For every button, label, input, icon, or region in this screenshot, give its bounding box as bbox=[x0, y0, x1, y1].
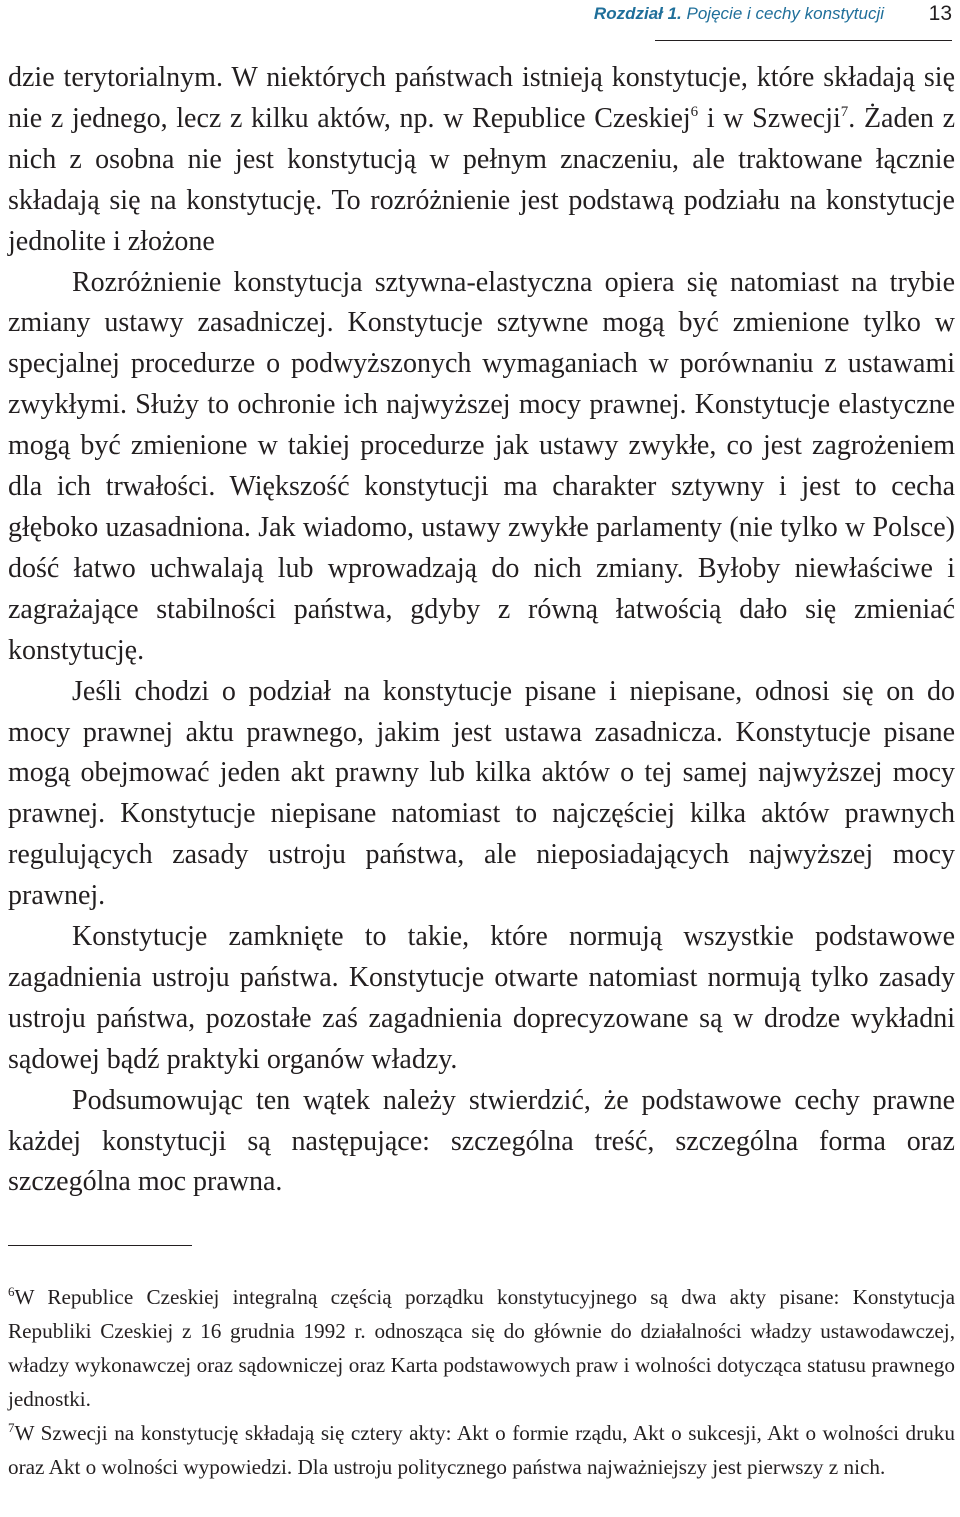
footnote-separator bbox=[8, 1245, 192, 1246]
paragraph: Konstytucje zamknięte to takie, które normują wszystkie podstawowe zagadnienia ustroju państwa. Konstytucje otwarte natomiast normują tylko zasady ustroju państwa, pozostałe zaś zagadnienia doprecyzowane są w drodze wykładni sądowej bądź praktyki organów władzy. bbox=[8, 921, 955, 1075]
footnotes bbox=[8, 1280, 955, 1484]
footnote-number: 7 bbox=[8, 1420, 15, 1435]
running-header-text bbox=[594, 4, 884, 24]
footnote-text: W Szwecji na konstytucję składają się cztery akty: Akt o formie rządu, Akt o sukcesji, Akt o wolności druku oraz Akt o wolności wypowiedzi. Dla ustroju politycznego państwa najważniejszy jest pierwszy z nich. bbox=[8, 1421, 955, 1479]
paragraph: Jeśli chodzi o podział na konstytucje pisane i niepisane, odnosi się on do mocy prawnej aktu prawnego, jakim jest ustawa zasadnicza. Konstytucje pisane mogą obejmować jeden akt prawny lub kilka aktów o tej samej najwyższej mocy prawnej. Konstytucje niepisane natomiast to najczęściej kilka aktów prawnych regulujących zasady ustroju państwa, ale nieposiadających najwyższej mocy prawnej. bbox=[8, 675, 955, 912]
paragraph-text: . Żaden z nich z osobna nie jest konstytucją w pełnym znaczeniu, ale traktowane łącznie składają się na konstytucję. To rozróżnienie jest podstawą podziału na konstytucje jednolite i złożone bbox=[8, 102, 956, 257]
footnote-number: 6 bbox=[8, 1284, 15, 1299]
paragraph: Podsumowując ten wątek należy stwierdzić, że podstawowe cechy prawne każdej konstytucji są następujące: szczególna treść, szczególna forma oraz szczególna moc prawna. bbox=[8, 1084, 955, 1198]
footnote bbox=[8, 1280, 955, 1416]
page-number: 13 bbox=[928, 2, 952, 25]
chapter-title: Pojęcie i cechy konstytucji bbox=[686, 4, 884, 23]
running-header bbox=[0, 0, 960, 44]
footnote-text: W Republice Czeskiej integralną częścią porządku konstytucyjnego są dwa akty pisane: Konstytucja Republiki Czeskiej z 16 grudnia 1992 r. odnosząca się do głównie do działalności władzy ustawodawczej, władzy wykonawczej oraz sądowniczej oraz Karta podstawowych praw i wolności dotycząca statusu prawnego jednostki. bbox=[8, 1285, 955, 1411]
header-rule bbox=[655, 40, 952, 41]
footnote-ref-7[interactable]: 7 bbox=[840, 103, 849, 120]
paragraph bbox=[8, 58, 955, 263]
footnote-ref-6[interactable]: 6 bbox=[690, 103, 699, 120]
footnote bbox=[8, 1416, 955, 1484]
main-text bbox=[8, 58, 955, 1203]
paragraph-text: dzie terytorialnym. W niektórych państwach istnieją konstytucje, które składają się nie z jednego, lecz z kilku aktów, np. w Republice Czeskiej bbox=[8, 62, 955, 134]
chapter-label: Rozdział 1. bbox=[593, 4, 682, 23]
paragraph: Rozróżnienie konstytucja sztywna-elastyczna opiera się natomiast na trybie zmiany ustawy zasadniczej. Konstytucje sztywne mogą być zmienione tylko w specjalnej procedurze o podwyższonych wymaganiach w porównaniu z ustawami zwykłymi. Służy to ochronie ich najwyższej mocy prawnej. Konstytucje elastyczne mogą być zmienione w takiej procedurze jak ustawy zwykłe, co jest zagrożeniem dla ich trwałości. Większość konstytucji ma charakter sztywny i jest to cecha głęboko uzasadniona. Jak wiadomo, ustawy zwykłe parlamenty (nie tylko w Polsce) dość łatwo uchwalają lub wprowadzają do nich zmiany. Byłoby niewłaściwe i zagrażające stabilności państwa, gdyby z równą łatwością dało się zmieniać konstytucję. bbox=[8, 266, 955, 666]
paragraph-text: i w Szwecji bbox=[698, 102, 841, 134]
